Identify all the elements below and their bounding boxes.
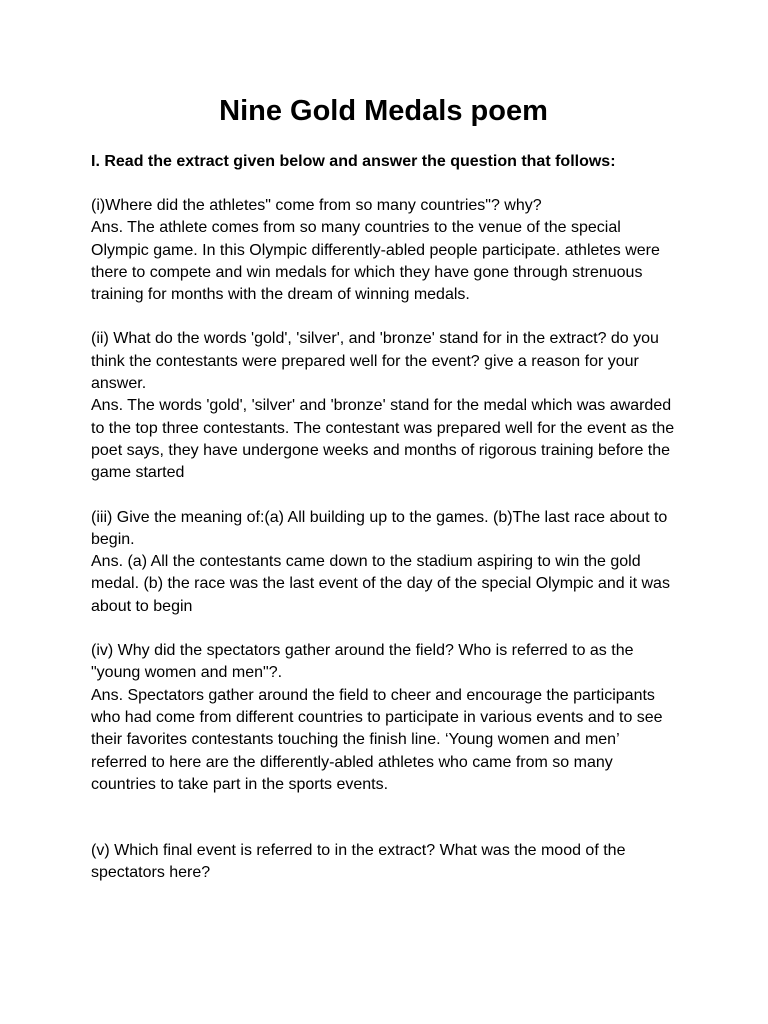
question-text: (ii) What do the words 'gold', 'silver', and 'bronze' stand for in the extract? do you think the contestants were prepared well for the event? give a reason for your answer. <box>91 330 659 393</box>
answer-text: Ans. The athlete comes from so many countries to the venue of the special Olympic game. In this Olympic differently-abled people participate. athletes were there to compete and win medals for which they have gone through strenuous training for months with the dream of winning medals. <box>91 219 660 304</box>
question-block-3 <box>91 507 676 618</box>
question-text: (iii) Give the meaning of:(a) All building up to the games. (b)The last race about to begin. <box>91 508 668 548</box>
question-text: (v) Which final event is referred to in the extract? What was the mood of the spectators here? <box>91 842 626 882</box>
question-block-4 <box>91 640 676 796</box>
answer-text: Ans. Spectators gather around the field to cheer and encourage the participants who had come from different countries to participate in various events and to see their favorites contestants touching the finish line. ‘Young women and men’ referred to here are the differently-abled athletes who came from so many countries to take part in the sports events. <box>91 686 663 793</box>
page-title: Nine Gold Medals poem <box>219 95 548 127</box>
question-block-5 <box>91 840 676 885</box>
question-text: (i)Where did the athletes" come from so many countries"? why? <box>91 197 542 214</box>
answer-text: Ans. (a) All the contestants came down to the stadium aspiring to win the gold medal. (b) the race was the last event of the day of the special Olympic and it was about to begin <box>91 553 670 615</box>
question-block-2 <box>91 328 676 484</box>
question-block-1 <box>91 195 676 306</box>
question-text: (iv) Why did the spectators gather around the field? Who is referred to as the "young women and men"?. <box>91 642 634 682</box>
instruction-heading: I. Read the extract given below and answer the question that follows: <box>91 153 616 170</box>
answer-text: Ans. The words 'gold', 'silver' and 'bronze' stand for the medal which was awarded to the top three contestants. The contestant was prepared well for the event as the poet says, they have undergone weeks and months of rigorous training before the game started <box>91 397 675 482</box>
